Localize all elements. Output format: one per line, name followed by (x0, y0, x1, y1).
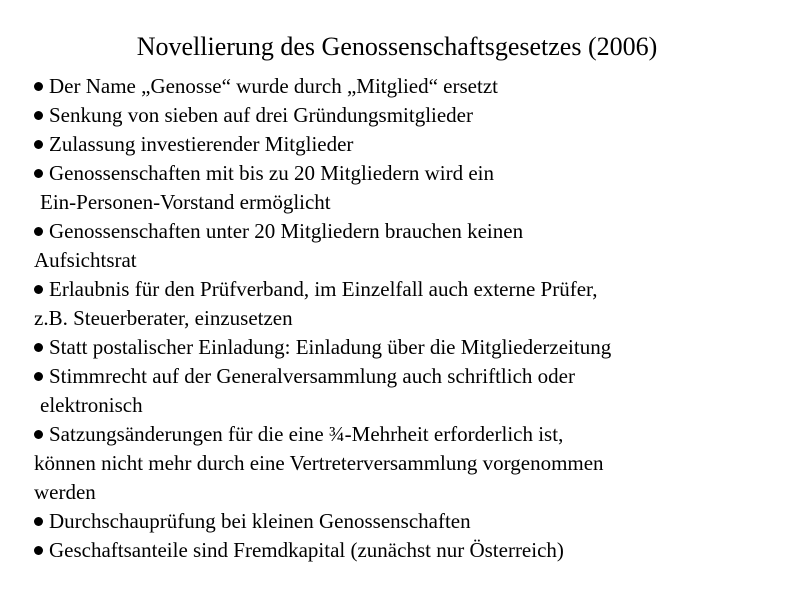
bullet-text-continuation: können nicht mehr durch eine Vertreterversammlung vorgenommen (34, 451, 604, 475)
bullet-dot-icon (34, 169, 43, 178)
bullet-dot-icon (34, 430, 43, 439)
bullet-dot-icon (34, 140, 43, 149)
bullet-text: Geschaftsanteile sind Fremdkapital (zunächst nur Österreich) (49, 538, 564, 562)
bullet-text-continuation: elektronisch (40, 393, 143, 417)
bullet-dot-icon (34, 227, 43, 236)
bullet-text: Statt postalischer Einladung: Einladung über die Mitgliederzeitung (49, 335, 612, 359)
bullet-item (34, 217, 774, 275)
bullet-text-continuation: Ein-Personen-Vorstand ermöglicht (40, 190, 331, 214)
bullet-item (34, 362, 774, 420)
bullet-dot-icon (34, 82, 43, 91)
bullet-text: Erlaubnis für den Prüfverband, im Einzelfall auch externe Prüfer, (49, 277, 598, 301)
bullet-list (34, 72, 774, 565)
bullet-text: Zulassung investierender Mitglieder (49, 132, 354, 156)
bullet-text: Senkung von sieben auf drei Gründungsmitglieder (49, 103, 473, 127)
bullet-item (34, 420, 774, 507)
bullet-text: Durchschauprüfung bei kleinen Genossenschaften (49, 509, 471, 533)
bullet-text-continuation: werden (34, 480, 96, 504)
bullet-dot-icon (34, 546, 43, 555)
bullet-text-continuation: z.B. Steuerberater, einzusetzen (34, 306, 293, 330)
bullet-item (34, 536, 774, 565)
bullet-text: Genossenschaften mit bis zu 20 Mitgliedern wird ein (49, 161, 494, 185)
bullet-text: Genossenschaften unter 20 Mitgliedern brauchen keinen (49, 219, 524, 243)
bullet-dot-icon (34, 343, 43, 352)
bullet-item (34, 275, 774, 333)
slide-title: Novellierung des Genossenschaftsgesetzes (2006) (136, 32, 658, 61)
bullet-item (34, 333, 774, 362)
bullet-dot-icon (34, 285, 43, 294)
bullet-item (34, 130, 774, 159)
bullet-item (34, 507, 774, 536)
bullet-dot-icon (34, 372, 43, 381)
bullet-text: Stimmrecht auf der Generalversammlung auch schriftlich oder (49, 364, 575, 388)
bullet-dot-icon (34, 517, 43, 526)
bullet-text-continuation: Aufsichtsrat (34, 248, 137, 272)
bullet-dot-icon (34, 111, 43, 120)
bullet-text: Der Name „Genosse“ wurde durch „Mitglied“ ersetzt (49, 74, 498, 98)
bullet-text: Satzungsänderungen für die eine ¾-Mehrheit erforderlich ist, (49, 422, 564, 446)
bullet-item (34, 101, 774, 130)
bullet-item (34, 72, 774, 101)
bullet-item (34, 159, 774, 217)
